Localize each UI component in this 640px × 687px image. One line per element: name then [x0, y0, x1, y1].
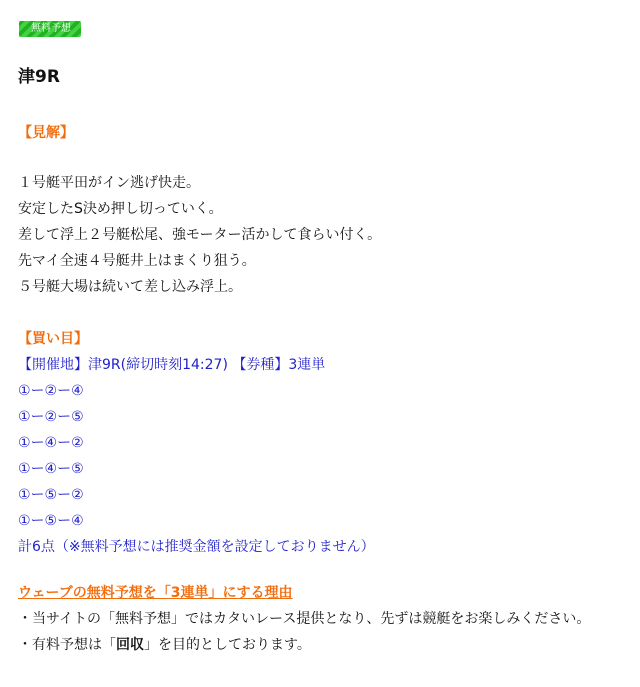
view-line-1: １号艇平田がイン逃げ快走。 [18, 175, 200, 191]
pick-item: ①ー⑤ー② [18, 487, 84, 503]
reason-bullet-2-bold: 回収 [116, 637, 144, 653]
venue-value: 津9R(締切時刻14:27) [88, 357, 228, 373]
free-prediction-badge: 無料予想 [19, 21, 81, 37]
race-title: 津9R [18, 67, 60, 87]
reason-bullet-2 [18, 632, 622, 658]
pick-item: ①ー④ー⑤ [18, 461, 84, 477]
pick-item: ①ー⑤ー④ [18, 513, 84, 529]
view-line-4: 先マイ全速４号艇井上はまくり狙う。 [18, 253, 256, 269]
view-line-3: 差して浮上２号艇松尾、強モーター活かして食らい付く。 [18, 227, 382, 243]
reason-bullet-2-pre: ・有料予想は「 [18, 637, 116, 653]
view-text [18, 170, 622, 300]
venue-label: 【開催地】 [18, 357, 88, 373]
buy-heading: 【買い目】 [18, 331, 88, 347]
reason-bullet-1: ・当サイトの「無料予想」ではカタいレース提供となり、先ずは競艇をお楽しみください。 [18, 611, 591, 627]
reason-bullet-2-post: 」を目的としております。 [144, 637, 311, 653]
pick-list [18, 378, 622, 534]
view-line-5: ５号艇大場は続いて差し込み浮上。 [18, 279, 242, 295]
view-line-2: 安定したS決め押し切っていく。 [18, 201, 223, 217]
ticket-type-value: 3連単 [288, 357, 326, 373]
pick-total: 計6点（※無料予想には推奨金額を設定しておりません） [18, 539, 375, 555]
reason-link[interactable]: ウェーブの無料予想を「3連単」にする理由 [18, 585, 293, 601]
view-heading: 【見解】 [18, 125, 74, 141]
race-info-line [18, 352, 622, 378]
pick-item: ①ー④ー② [18, 435, 84, 451]
ticket-type-label: 【券種】 [232, 357, 289, 373]
pick-item: ①ー②ー④ [18, 383, 84, 399]
pick-item: ①ー②ー⑤ [18, 409, 84, 425]
